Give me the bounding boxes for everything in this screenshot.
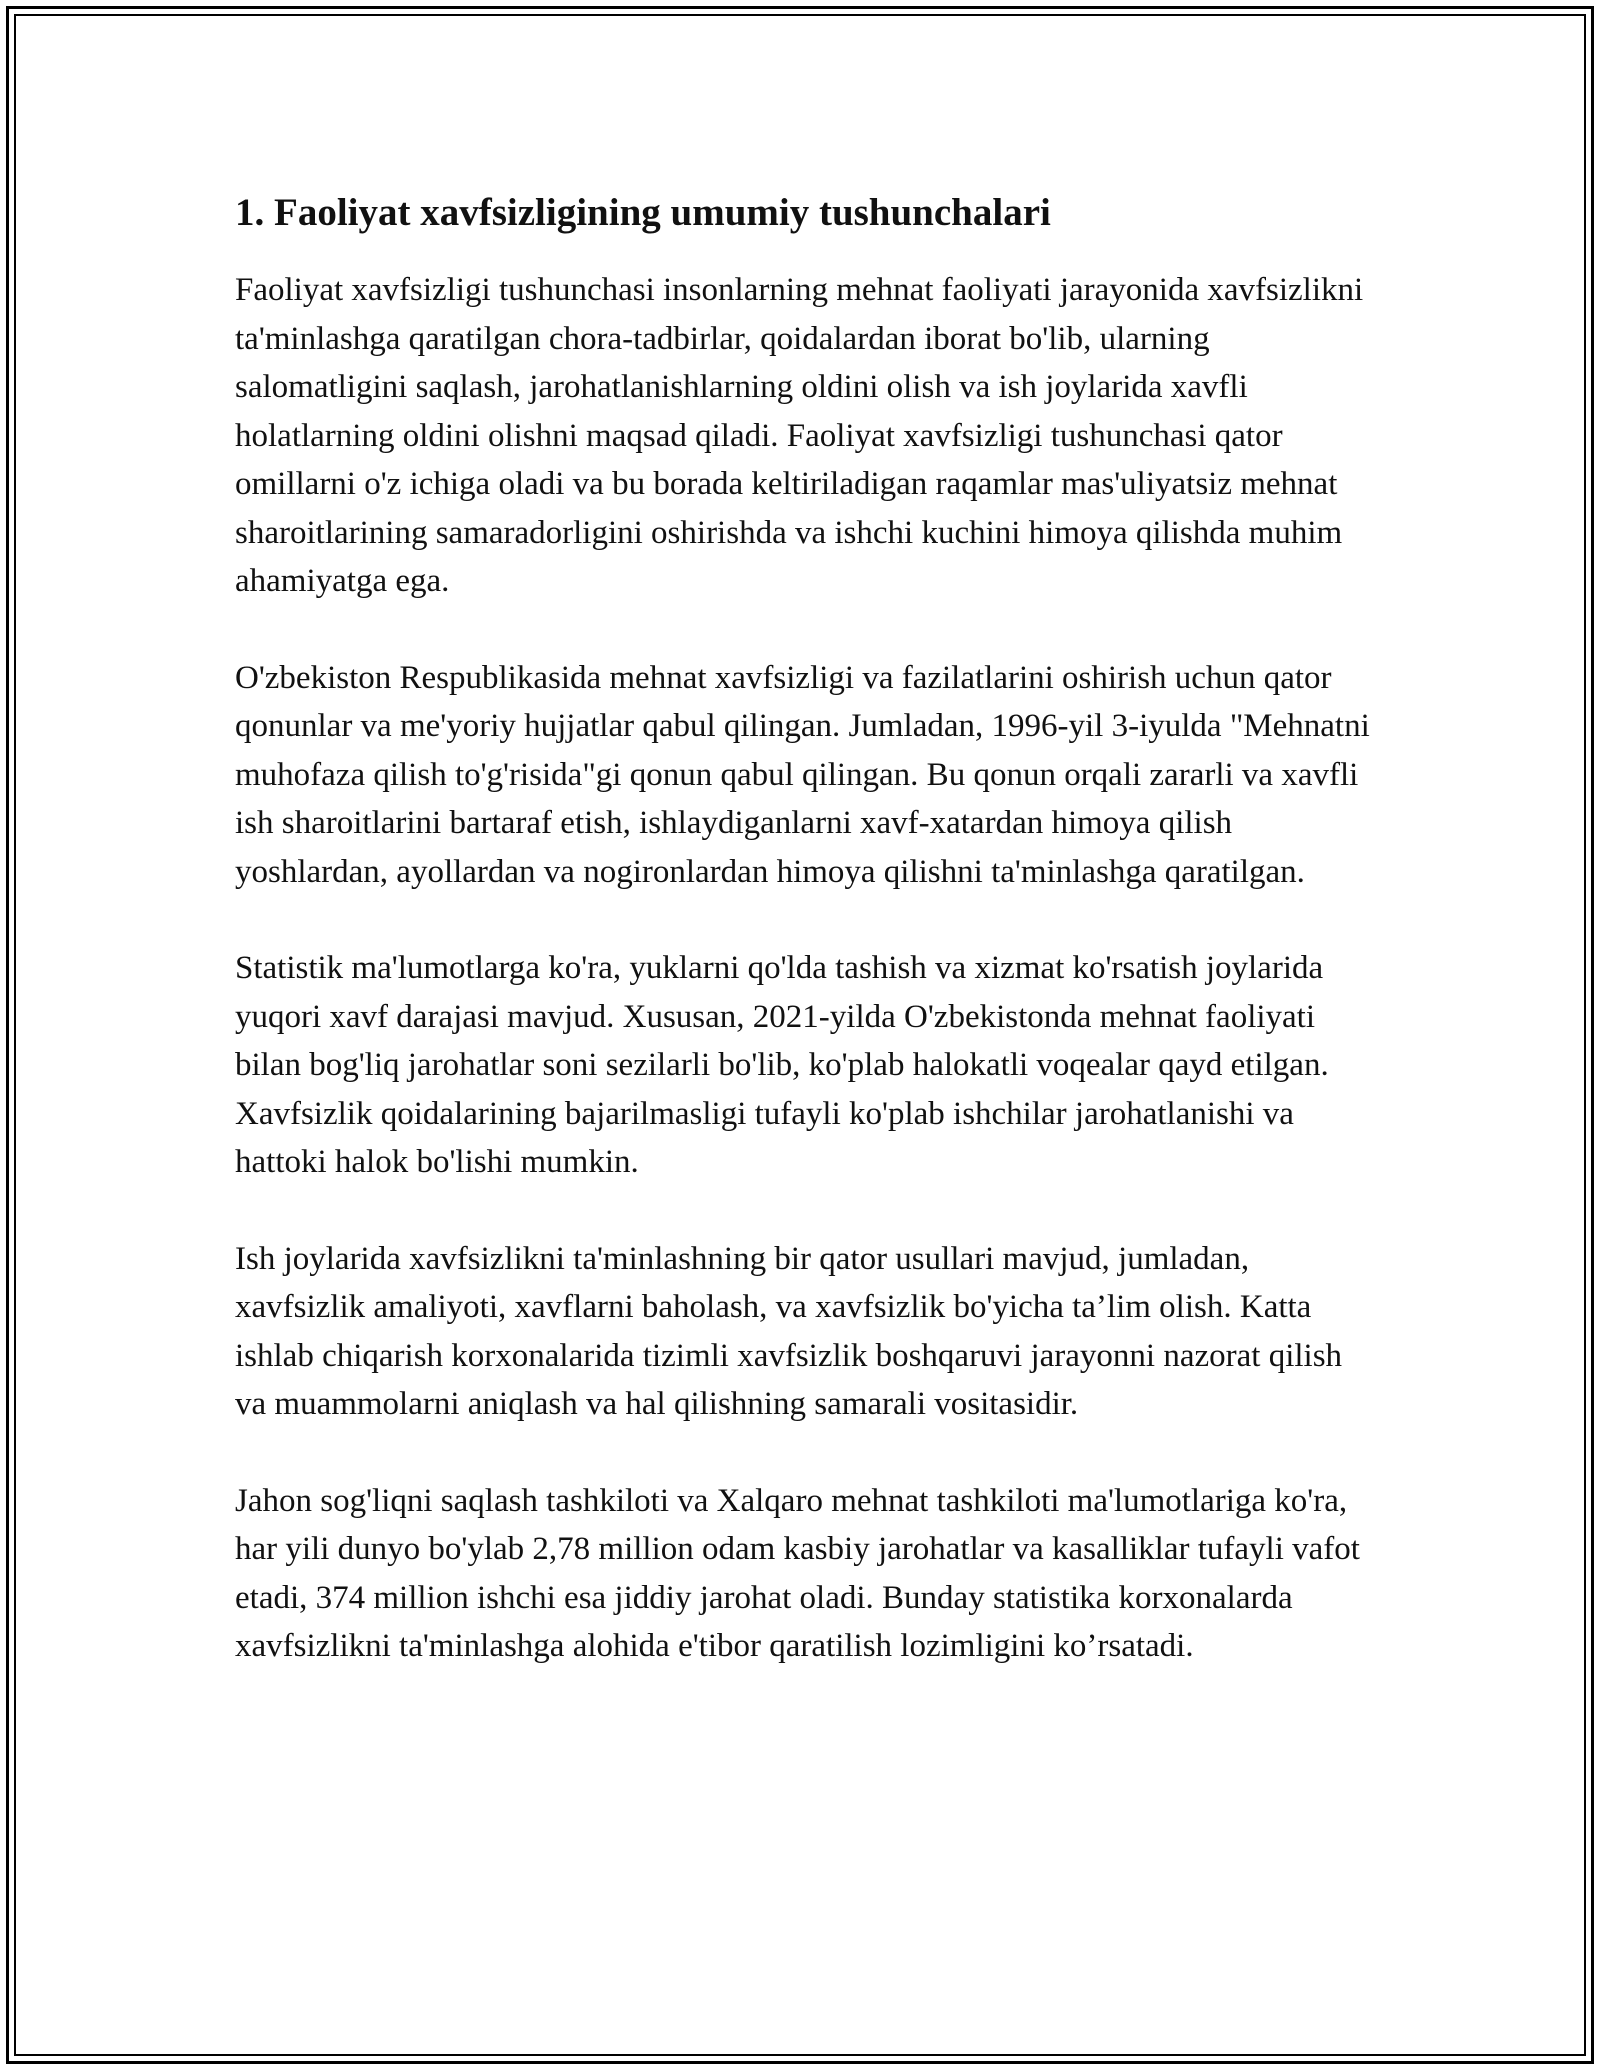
- paragraph-4: Ish joylarida xavfsizlikni ta'minlashning bir qator usullari mavjud, jumladan, xavfsizlik amaliyoti, xavflarni baholash, va xavfsizlik bo'yicha ta’lim olish. Katta ishlab chiqarish korxonalarida tizimli xavfsizlik boshqaruvi jarayonni nazorat qilish va muammolarni aniqlash va hal qilishning samarali vositasidir.: [235, 1240, 1343, 1422]
- paragraph-1: Faoliyat xavfsizligi tushunchasi insonlarning mehnat faoliyati jarayonida xavfsizlikni ta'minlashga qaratilgan chora-tadbirlar, qoidalardan iborat bo'lib, ularning salomatligini saqlash, jarohatlanishlarning oldini olish va ish joylarida xavfli holatlarning oldini olishni maqsad qiladi. Faoliyat xavfsizligi tushunchasi qator omillarni o'z ichiga oladi va bu borada keltiriladigan raqamlar mas'uliyatsiz mehnat sharoitlarining samaradorligini oshirishda va ishchi kuchini himoya qilishda muhim ahamiyatga ega.: [235, 272, 1364, 599]
- paragraph-2: O'zbekiston Respublikasida mehnat xavfsizligi va fazilatlarini oshirish uchun qator qonunlar va me'yoriy hujjatlar qabul qilingan. Jumladan, 1996-yil 3-iyulda "Mehnatni muhofaza qilish to'g'risida"gi qonun qabul qilingan. Bu qonun orqali zararli va xavfli ish sharoitlarini bartaraf etish, ishlaydiganlarni xavf-xatardan himoya qilish yoshlardan, ayollardan va nogironlardan himoya qilishni ta'minlashga qaratilgan.: [235, 659, 1370, 890]
- paragraph-3: Statistik ma'lumotlarga ko'ra, yuklarni qo'lda tashish va xizmat ko'rsatish joylarida yuqori xavf darajasi mavjud. Xususan, 2021-yilda O'zbekistonda mehnat faoliyati bilan bog'liq jarohatlar soni sezilarli bo'lib, ko'plab halokatli voqealar qayd etilgan. Xavfsizlik qoidalarining bajarilmasligi tufayli ko'plab ishchilar jarohatlanishi va hattoki halok bo'lishi mumkin.: [235, 950, 1329, 1180]
- document-body: [235, 188, 1375, 1719]
- paragraph-5: Jahon sog'liqni saqlash tashkiloti va Xalqaro mehnat tashkiloti ma'lumotlariga ko'ra, har yili dunyo bo'ylab 2,78 million odam kasbiy jarohatlar va kasalliklar tufayli vafot etadi, 374 million ishchi esa jiddiy jarohat oladi. Bunday statistika korxonalarda xavfsizlikni ta'minlashga alohida e'tibor qaratilish lozimligini ko’rsatadi.: [235, 1482, 1360, 1664]
- section-heading: 1. Faoliyat xavfsizligining umumiy tushunchalari: [235, 191, 1051, 234]
